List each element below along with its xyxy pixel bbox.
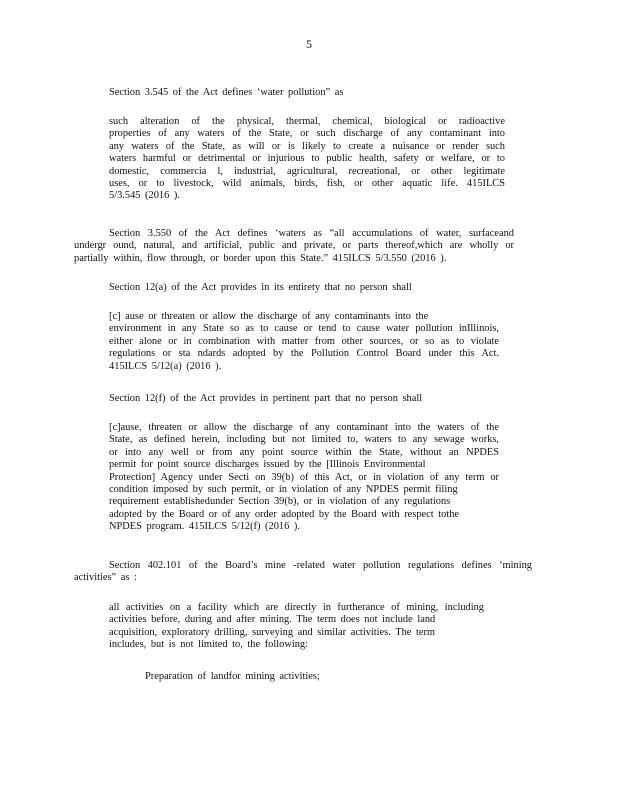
text-line: waters harmful or detrimental or injurious to public health, safety or welfare, or to <box>109 153 505 165</box>
text-line: Protection] Agency under Secti on 39(b) of this Act, or in violation of any term or <box>109 471 499 483</box>
text-line: properties of any waters of the State, or such discharge of any contaminant into <box>109 128 505 140</box>
text-line: Preparation of landfor mining activities; <box>145 671 320 682</box>
section-402-101-paragraph <box>74 560 532 585</box>
section-12a-intro <box>109 282 412 294</box>
text-line: NPDES program. 415ILCS 5/12(f) (2016 ). <box>109 521 300 533</box>
section-12f-intro <box>109 393 422 405</box>
text-line: 415ILCS 5/12(a) (2016 ). <box>109 360 222 372</box>
text-line: [c]ause, threaten or allow the discharge of any contaminant into the waters of the <box>109 422 499 433</box>
text-line: includes, but is not limited to, the following: <box>109 639 308 651</box>
text-line: regulations or sta ndards adopted by the Pollution Control Board under this Act. <box>109 348 499 360</box>
text-line: such alteration of the physical, thermal, chemical, biological or radioactive <box>109 116 505 127</box>
text-line: Section 12(a) of the Act provides in its entirety that no person shall <box>109 282 412 293</box>
text-line: condition imposed by such permit, or in violation of any NPDES permit filing <box>109 484 458 496</box>
section-3-550-paragraph <box>74 228 514 265</box>
section-3-545-intro <box>109 87 343 99</box>
text-line: permit for point source discharges issued by the [Illinois Environmental <box>109 459 426 471</box>
text-line: partially within, flow through, or border upon this State.” 415ILCS 5/3.550 (2016 ). <box>74 252 447 264</box>
text-line: [c] ause or threaten or allow the discharge of any contaminants into the <box>109 311 429 322</box>
text-line: either alone or in combination with matter from other sources, or so as to violate <box>109 335 499 347</box>
text-line: any waters of the State, as will or is likely to create a nuisance or render such <box>109 140 505 152</box>
text-line: uses, or to livestock, wild animals, birds, fish, or other aquatic life. 415ILCS <box>109 178 505 190</box>
text-line: all activities on a facility which are directly in furtherance of mining, including <box>109 602 484 613</box>
text-line: Section 402.101 of the Board’s mine -related water pollution regulations defines ‘mining <box>109 560 532 571</box>
text-line: undergr ound, natural, and artificial, public and private, or parts thereof,which are wholly or <box>74 240 514 252</box>
water-pollution-definition-quote <box>109 116 505 203</box>
text-line: State, as defined herein, including but not limited to, waters to any sewage works, <box>109 434 499 446</box>
section-12f-quote <box>109 422 499 534</box>
text-line: activities before, during and after mining. The term does not include land <box>109 614 436 626</box>
page-number: 5 <box>306 37 312 51</box>
text-line: environment in any State so as to cause or tend to cause water pollution inIllinois, <box>109 323 499 335</box>
section-12a-quote <box>109 311 499 373</box>
text-line: adopted by the Board or of any order adopted by the Board with respect tothe <box>109 508 460 520</box>
text-line: acquisition, exploratory drilling, surveying and similar activities. The term <box>109 626 436 638</box>
list-item <box>145 671 320 683</box>
text-line: Section 3.550 of the Act defines ‘waters as “all accumulations of water, surfaceand <box>109 228 514 239</box>
mining-activities-definition-quote <box>109 602 484 652</box>
text-line: or into any well or from any point source within the State, without an NPDES <box>109 446 499 458</box>
text-line: 5/3.545 (2016 ). <box>109 190 180 202</box>
text-line: Section 12(f) of the Act provides in pertinent part that no person shall <box>109 393 423 404</box>
text-line: Section 3.545 of the Act defines ‘water pollution” as <box>109 87 344 98</box>
text-line: domestic, commercia l, industrial, agricultural, recreational, or other legitimate <box>109 165 505 177</box>
text-line: requirement establishedunder Section 39(b), or in violation of any regulations <box>109 496 451 508</box>
text-line: activities” as : <box>74 572 137 584</box>
